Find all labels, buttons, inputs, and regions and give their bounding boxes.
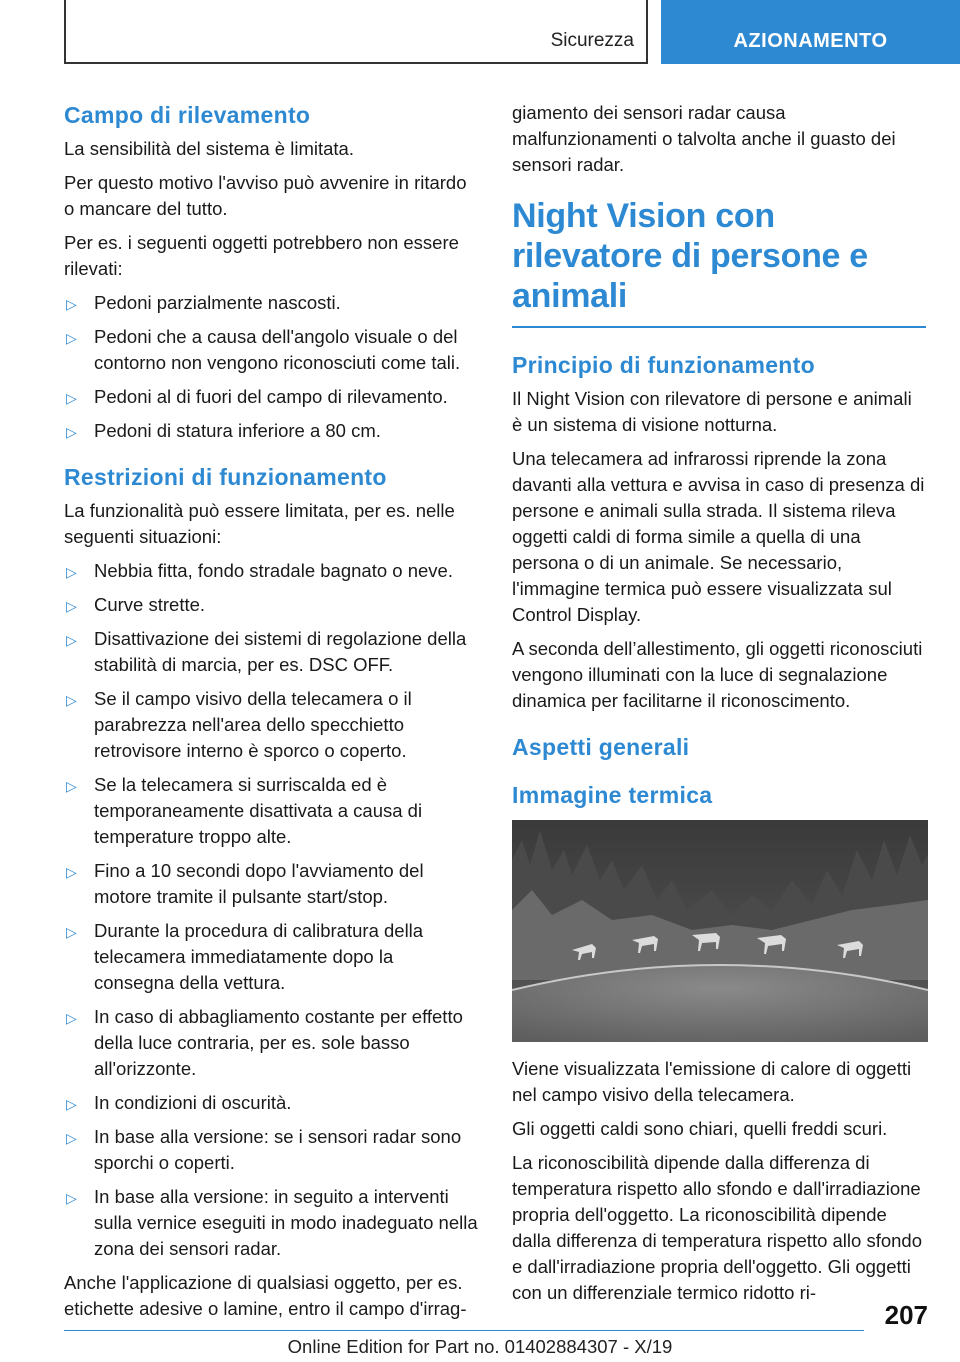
- header-chapter-tab: [661, 0, 960, 64]
- heading-campo-di-rilevamento: Campo di rilevamento: [64, 102, 311, 128]
- triangle-bullet-icon: ▷: [66, 692, 77, 708]
- list-item: ▷ Pedoni parzialmente nascosti.: [64, 290, 478, 316]
- list-item: ▷ Nebbia fitta, fondo stradale bagnato o neve.: [64, 558, 478, 584]
- list-item: ▷ Se il campo visivo della telecamera o il parabrezza nell'area dello specchietto retrovisore interno è sporco o coperto.: [66, 688, 412, 761]
- paragraph: La riconoscibilità dipende dalla differenza di temperatura rispetto allo sfondo e dall'irradiazione propria dell'oggetto. La riconoscibilità dipende dalla differenza di temperatura rispetto allo sfondo e dall'irradiazione propria dell'oggetto. Gli oggetti con un differenziale termico ridotto ri-: [512, 1152, 922, 1303]
- footer-edition-text: Online Edition for Part no. 01402884307 - X/19: [287, 1336, 673, 1357]
- paragraph: Per questo motivo l'avviso può avvenire in ritardo o mancare del tutto.: [64, 172, 467, 219]
- triangle-bullet-icon: ▷: [66, 778, 77, 794]
- triangle-bullet-icon: ▷: [66, 390, 77, 406]
- heading-principio: Principio di funzionamento: [512, 352, 815, 378]
- thermal-image-illustration: [512, 820, 928, 1042]
- footer-divider: [64, 1330, 864, 1331]
- triangle-bullet-icon: ▷: [66, 564, 77, 580]
- list-item: ▷ Se la telecamera si surriscalda ed è temporaneamente disattivata a causa di temperature troppo alte.: [66, 774, 423, 847]
- paragraph: La sensibilità del sistema è limitata.: [64, 138, 354, 159]
- triangle-bullet-icon: ▷: [66, 1190, 77, 1206]
- list-item: ▷ Fino a 10 secondi dopo l'avviamento del motore tramite il pulsante start/stop.: [66, 860, 424, 907]
- paragraph: Una telecamera ad infrarossi riprende la zona davanti alla vettura e avvisa in caso di presenza di persone e animali sulla strada. Il sistema rileva oggetti caldi di forma simile a quella di una persona o di un animale. Se necessario, l'immagine termica può essere visualizzata sul Control Display.: [512, 448, 925, 625]
- triangle-bullet-icon: ▷: [66, 1010, 77, 1026]
- paragraph: Anche l'applicazione di qualsiasi oggetto, per es. etichette adesive o lamine, entro il campo d'irrag-: [64, 1272, 467, 1319]
- page-number: 207: [884, 1300, 928, 1330]
- list-item: ▷ Pedoni di statura inferiore a 80 cm.: [64, 418, 478, 444]
- triangle-bullet-icon: ▷: [66, 1130, 77, 1146]
- list-item: ▷ In base alla versione: se i sensori radar sono sporchi o coperti.: [66, 1126, 462, 1173]
- triangle-bullet-icon: ▷: [66, 330, 77, 346]
- triangle-bullet-icon: ▷: [66, 632, 77, 648]
- list-item: ▷ Durante la procedura di calibratura della telecamera immediatamente dopo la consegna della vettura.: [66, 920, 424, 993]
- heading-restrizioni: Restrizioni di funzionamento: [64, 464, 387, 490]
- list-item: ▷ Pedoni che a causa dell'angolo visuale o del contorno non vengono riconosciuti come tali.: [66, 326, 461, 373]
- list-item: ▷ Curve strette.: [64, 592, 478, 618]
- triangle-bullet-icon: ▷: [66, 1096, 77, 1112]
- triangle-bullet-icon: ▷: [66, 296, 77, 312]
- list-item: ▷ Pedoni al di fuori del campo di rilevamento.: [64, 384, 478, 410]
- triangle-bullet-icon: ▷: [66, 864, 77, 880]
- list-item: ▷ In caso di abbagliamento costante per effetto della luce contraria, per es. sole basso all'orizzonte.: [66, 1006, 463, 1079]
- heading-immagine-termica: Immagine termica: [512, 782, 713, 808]
- header-chapter-title: AZIONAMENTO: [733, 30, 888, 52]
- heading-night-vision: Night Vision con rilevatore di persone e animali: [512, 196, 926, 328]
- paragraph: Il Night Vision con rilevatore di persone e animali è un sistema di visione notturna.: [512, 388, 912, 435]
- triangle-bullet-icon: ▷: [66, 924, 77, 940]
- paragraph: La funzionalità può essere limitata, per es. nelle seguenti situazioni:: [64, 500, 455, 547]
- list-restrictions: [64, 558, 478, 1262]
- paragraph: Gli oggetti caldi sono chiari, quelli freddi scuri.: [512, 1118, 888, 1139]
- heading-aspetti-generali: Aspetti generali: [512, 734, 690, 760]
- list-item: ▷ In condizioni di oscurità.: [64, 1090, 478, 1116]
- header-section-title: Sicurezza: [550, 30, 634, 51]
- right-column: [512, 100, 926, 1314]
- left-column: [64, 100, 478, 1330]
- paragraph: Viene visualizzata l'emissione di calore di oggetti nel campo visivo della telecamera.: [512, 1058, 912, 1105]
- list-item: ▷ Disattivazione dei sistemi di regolazione della stabilità di marcia, per es. DSC OFF.: [66, 628, 467, 675]
- triangle-bullet-icon: ▷: [66, 424, 77, 440]
- list-undetected-objects: [64, 290, 478, 444]
- header-section-box: [64, 0, 648, 64]
- paragraph: Per es. i seguenti oggetti potrebbero non essere rilevati:: [64, 232, 459, 279]
- list-item: ▷ In base alla versione: in seguito a interventi sulla vernice eseguiti in modo inadeguato nella zona dei sensori radar.: [66, 1186, 478, 1259]
- paragraph: giamento dei sensori radar causa malfunzionamenti o talvolta anche il guasto dei sensori radar.: [512, 102, 896, 175]
- paragraph: A seconda dell’allestimento, gli oggetti riconosciuti vengono illuminati con la luce di segnalazione dinamica per facilitarne il riconoscimento.: [512, 638, 923, 711]
- triangle-bullet-icon: ▷: [66, 598, 77, 614]
